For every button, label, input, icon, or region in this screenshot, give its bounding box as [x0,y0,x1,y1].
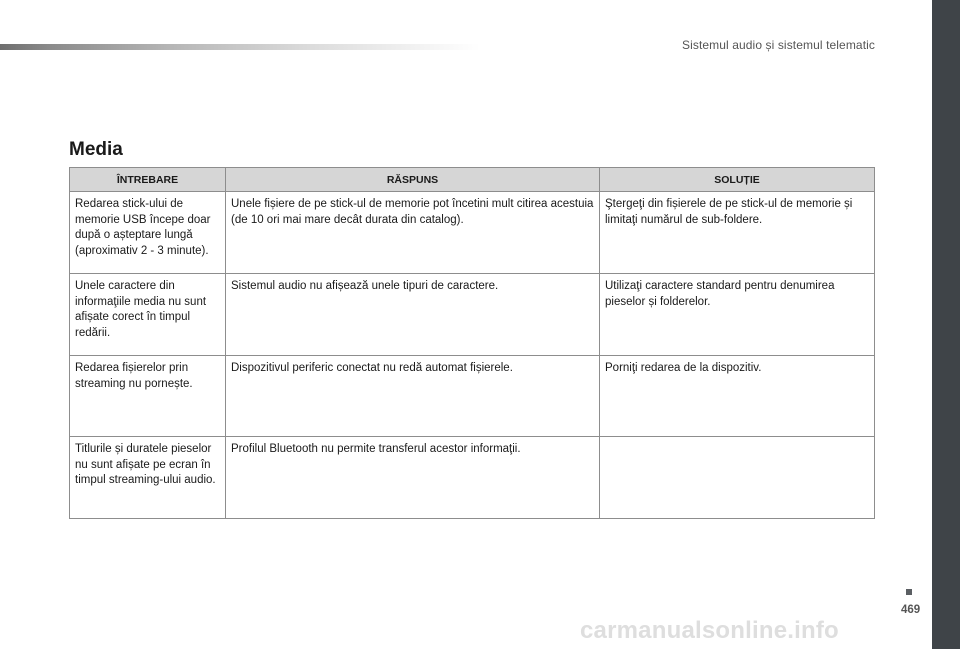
side-bar [932,0,960,649]
table-header-row [70,168,875,192]
header-title: Sistemul audio și sistemul telematic [681,38,875,52]
solution-cell: Ştergeţi din fișierele de pe stick-ul de memorie și limitaţi numărul de sub-foldere. [600,192,875,274]
question-cell: Unele caractere din informaţiile media nu sunt afișate corect în timpul redării. [70,274,226,356]
header-gradient-bar [0,44,480,50]
solution-cell: Porniţi redarea de la dispozitiv. [600,356,875,437]
watermark: carmanualsonline.info [580,617,839,644]
column-header-solution: SOLUȚIE [600,168,875,192]
answer-cell: Dispozitivul periferic conectat nu redă automat fișierele. [226,356,600,437]
answer-cell: Unele fișiere de pe stick-ul de memorie pot încetini mult citirea acestuia (de 10 ori mai mare decât durata din catalog). [226,192,600,274]
column-header-answer: RĂSPUNS [226,168,600,192]
section-title: Media [69,139,123,160]
answer-cell: Sistemul audio nu afișează unele tipuri de caractere. [226,274,600,356]
solution-cell [600,437,875,519]
table-row [70,437,875,519]
table-row [70,274,875,356]
page-number: 469 [901,604,921,616]
question-cell: Redarea stick-ului de memorie USB începe doar după o așteptare lungă (aproximativ 2 - 3 minute). [70,192,226,274]
answer-cell: Profilul Bluetooth nu permite transferul acestor informaţii. [226,437,600,519]
table-row [70,356,875,437]
column-header-question: ÎNTREBARE [70,168,226,192]
question-cell: Titlurile și duratele pieselor nu sunt afișate pe ecran în timpul streaming-ului audio. [70,437,226,519]
question-cell: Redarea fișierelor prin streaming nu pornește. [70,356,226,437]
faq-table [69,167,875,519]
table-row [70,192,875,274]
solution-cell: Utilizaţi caractere standard pentru denumirea pieselor și folderelor. [600,274,875,356]
page-marker-icon [906,589,912,595]
